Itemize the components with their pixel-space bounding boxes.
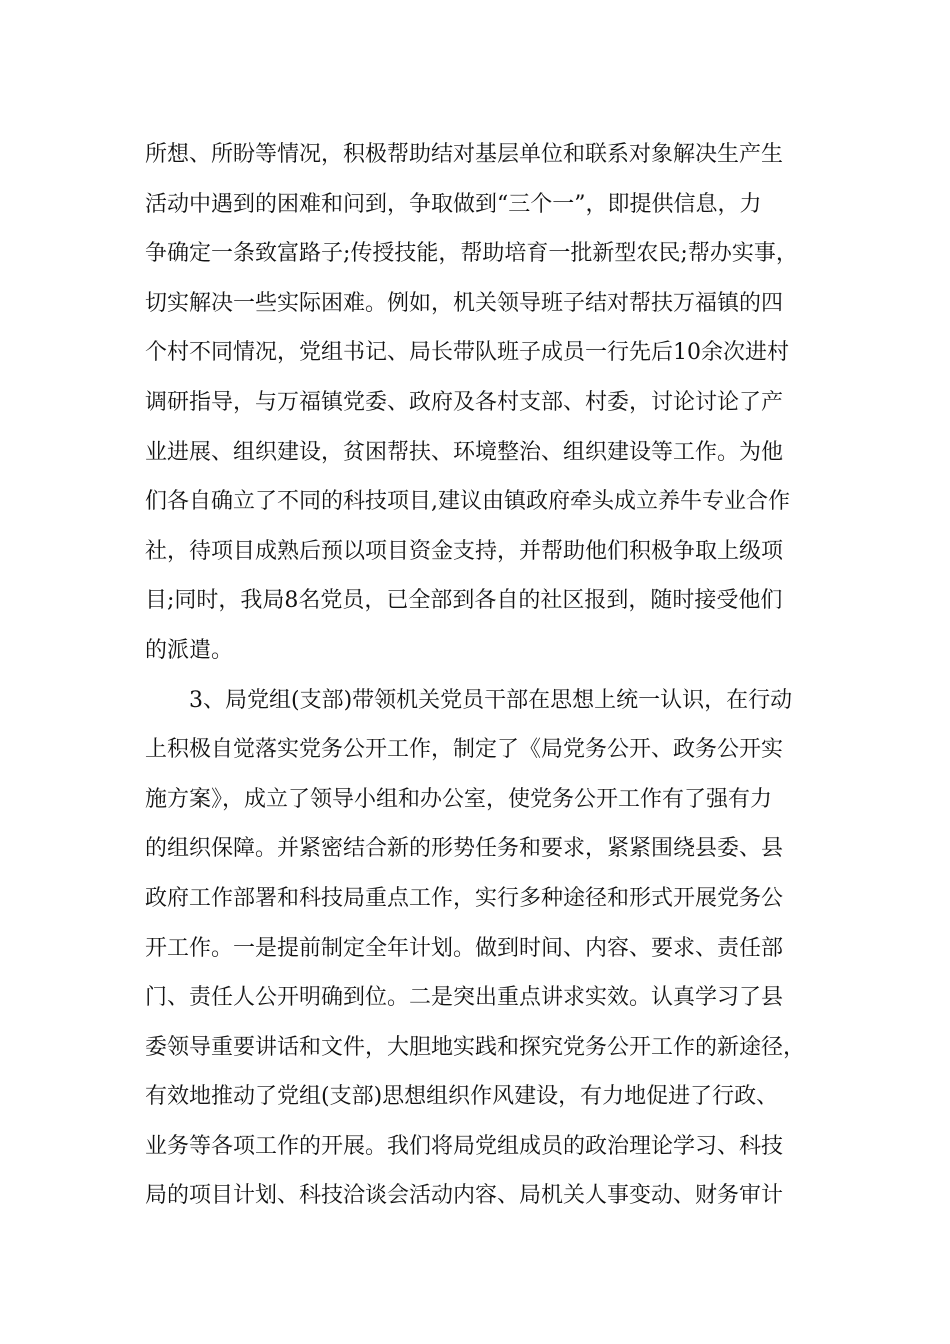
text-line: 争确定一条致富路子;传授技能，帮助培育一批新型农民;帮办实事，	[145, 241, 798, 267]
text-line: 目;同时，我局8名党员，已全部到各自的社区报到，随时接受他们	[145, 588, 783, 614]
text-line: 3、局党组(支部)带领机关党员干部在思想上统一认识，在行动	[189, 687, 793, 713]
text-line: 业务等各项工作的开展。我们将局党组成员的政治理论学习、科技	[145, 1133, 784, 1159]
paragraph	[145, 130, 825, 676]
text-line: 委领导重要讲话和文件，大胆地实践和探究党务公开工作的新途径，	[145, 1034, 806, 1060]
document-body	[145, 130, 825, 1221]
text-line: 门、责任人公开明确到位。二是突出重点讲求实效。认真学习了县	[145, 985, 784, 1011]
text-line: 切实解决一些实际困难。例如，机关领导班子结对帮扶万福镇的四	[145, 290, 784, 316]
text-line: 的组织保障。并紧密结合新的形势任务和要求，紧紧围绕县委、县	[145, 836, 784, 862]
text-line: 开工作。一是提前制定全年计划。做到时间、内容、要求、责任部	[145, 935, 784, 961]
text-line: 活动中遇到的困难和问到，争取做到“三个一”，即提供信息，力	[145, 191, 762, 217]
text-line: 政府工作部署和科技局重点工作，实行多种途径和形式开展党务公	[145, 885, 784, 911]
paragraph	[145, 676, 825, 1222]
text-line: 所想、所盼等情况，积极帮助结对基层单位和联系对象解决生产生	[145, 142, 784, 167]
text-line: 的派遣。	[145, 637, 234, 663]
text-line: 局的项目计划、科技洽谈会活动内容、局机关人事变动、财务审计	[145, 1183, 784, 1209]
text-line: 个村不同情况，党组书记、局长带队班子成员一行先后10余次进村	[145, 340, 789, 366]
text-line: 社，待项目成熟后预以项目资金支持，并帮助他们积极争取上级项	[145, 538, 784, 564]
text-line: 业进展、组织建设，贫困帮扶、环境整治、组织建设等工作。为他	[145, 439, 784, 465]
text-line: 上积极自觉落实党务公开工作，制定了《局党务公开、政务公开实	[145, 737, 784, 763]
text-line: 施方案》，成立了领导小组和办公室，使党务公开工作有了强有力	[145, 786, 773, 812]
text-line: 调研指导，与万福镇党委、政府及各村支部、村委，讨论讨论了产	[145, 389, 784, 415]
text-line: 们各自确立了不同的科技项目,建议由镇政府牵头成立养牛专业合作	[145, 489, 790, 515]
text-line: 有效地推动了党组(支部)思想组织作风建设，有力地促进了行政、	[145, 1084, 779, 1110]
